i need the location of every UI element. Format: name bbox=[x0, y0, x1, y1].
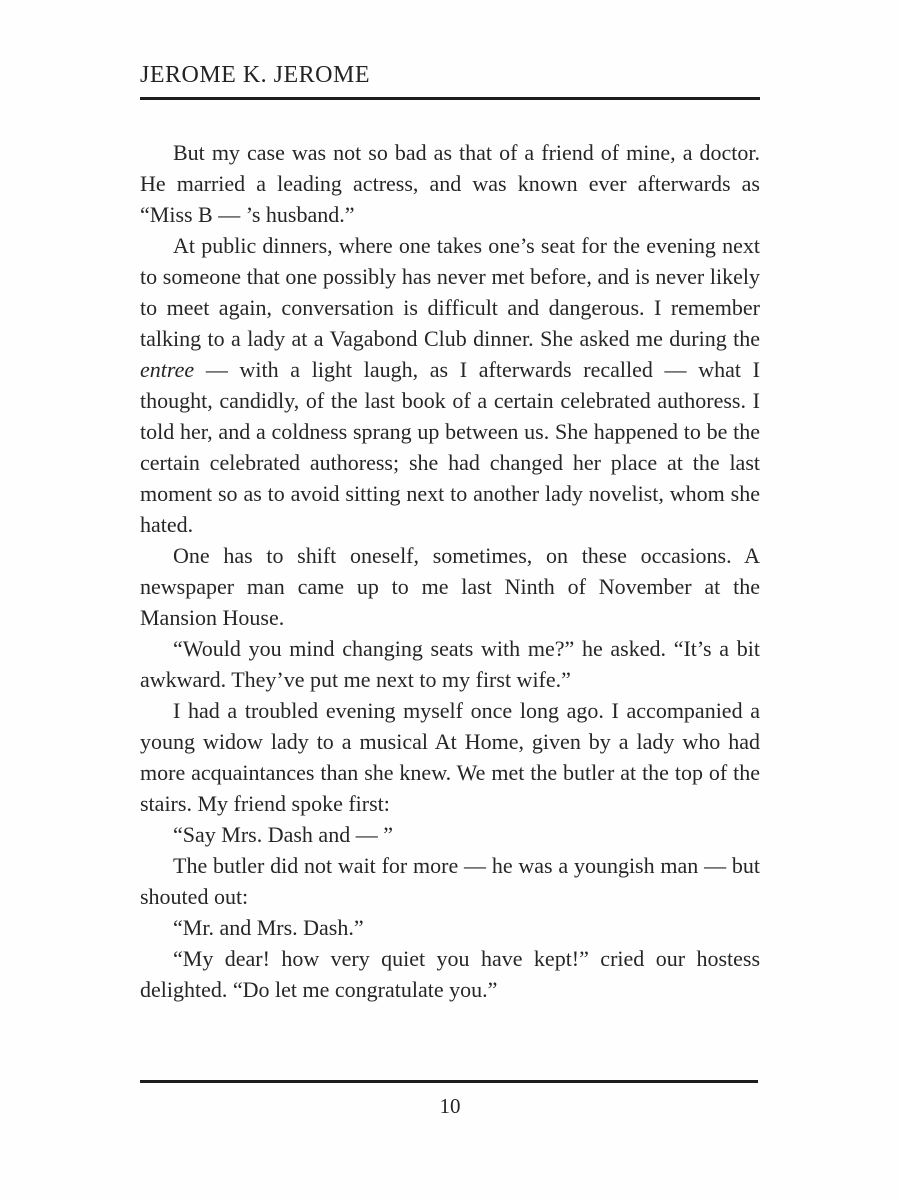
footer-rule bbox=[140, 1080, 758, 1083]
paragraph bbox=[140, 137, 760, 230]
paragraph-text: At public dinners, where one takes one’s seat for the evening next to someone that one possibly has never met before, and is never likely to meet again, conversation is difficult and dangerous. I remember talking to a lady at a Vagabond Club dinner. She asked me during the bbox=[140, 233, 760, 351]
running-header-author: JEROME K. JEROME bbox=[140, 62, 371, 88]
paragraph bbox=[140, 912, 760, 943]
paragraph bbox=[140, 819, 760, 850]
paragraph bbox=[140, 230, 760, 540]
paragraph bbox=[140, 540, 760, 633]
paragraph-text: The butler did not wait for more — he was a youngish man — but shouted out: bbox=[140, 853, 760, 909]
paragraph bbox=[140, 633, 760, 695]
paragraph-text: One has to shift oneself, sometimes, on these occasions. A newspaper man came up to me last Ninth of November at the Mansion House. bbox=[140, 543, 760, 630]
paragraph-text: “Would you mind changing seats with me?” he asked. “It’s a bit awkward. They’ve put me next to my first wife.” bbox=[140, 636, 760, 692]
page-body bbox=[140, 137, 760, 1005]
paragraph bbox=[140, 943, 760, 1005]
header-rule bbox=[140, 97, 760, 100]
emphasis-text: entree bbox=[140, 357, 195, 382]
paragraph-text: “My dear! how very quiet you have kept!” cried our hostess delighted. “Do let me congratulate you.” bbox=[140, 946, 760, 1002]
paragraph-text: — with a light laugh, as I afterwards recalled — what I thought, candidly, of the last book of a certain celebrated authoress. I told her, and a coldness sprang up between us. She happened to be the certain celebrated authoress; she had changed her place at the last moment so as to avoid sitting next to another lady novelist, whom she hated. bbox=[140, 357, 760, 537]
paragraph-text: But my case was not so bad as that of a friend of mine, a doctor. He married a leading actress, and was known ever afterwards as “Miss B — ’s husband.” bbox=[140, 140, 760, 227]
page-number: 10 bbox=[439, 1094, 461, 1118]
paragraph-text: “Say Mrs. Dash and — ” bbox=[173, 822, 393, 847]
paragraph-text: I had a troubled evening myself once long ago. I accompanied a young widow lady to a musical At Home, given by a lady who had more acquaintances than she knew. We met the butler at the top of the stairs. My friend spoke first: bbox=[140, 698, 760, 816]
paragraph-text: “Mr. and Mrs. Dash.” bbox=[173, 915, 364, 940]
paragraph bbox=[140, 850, 760, 912]
paragraph bbox=[140, 695, 760, 819]
